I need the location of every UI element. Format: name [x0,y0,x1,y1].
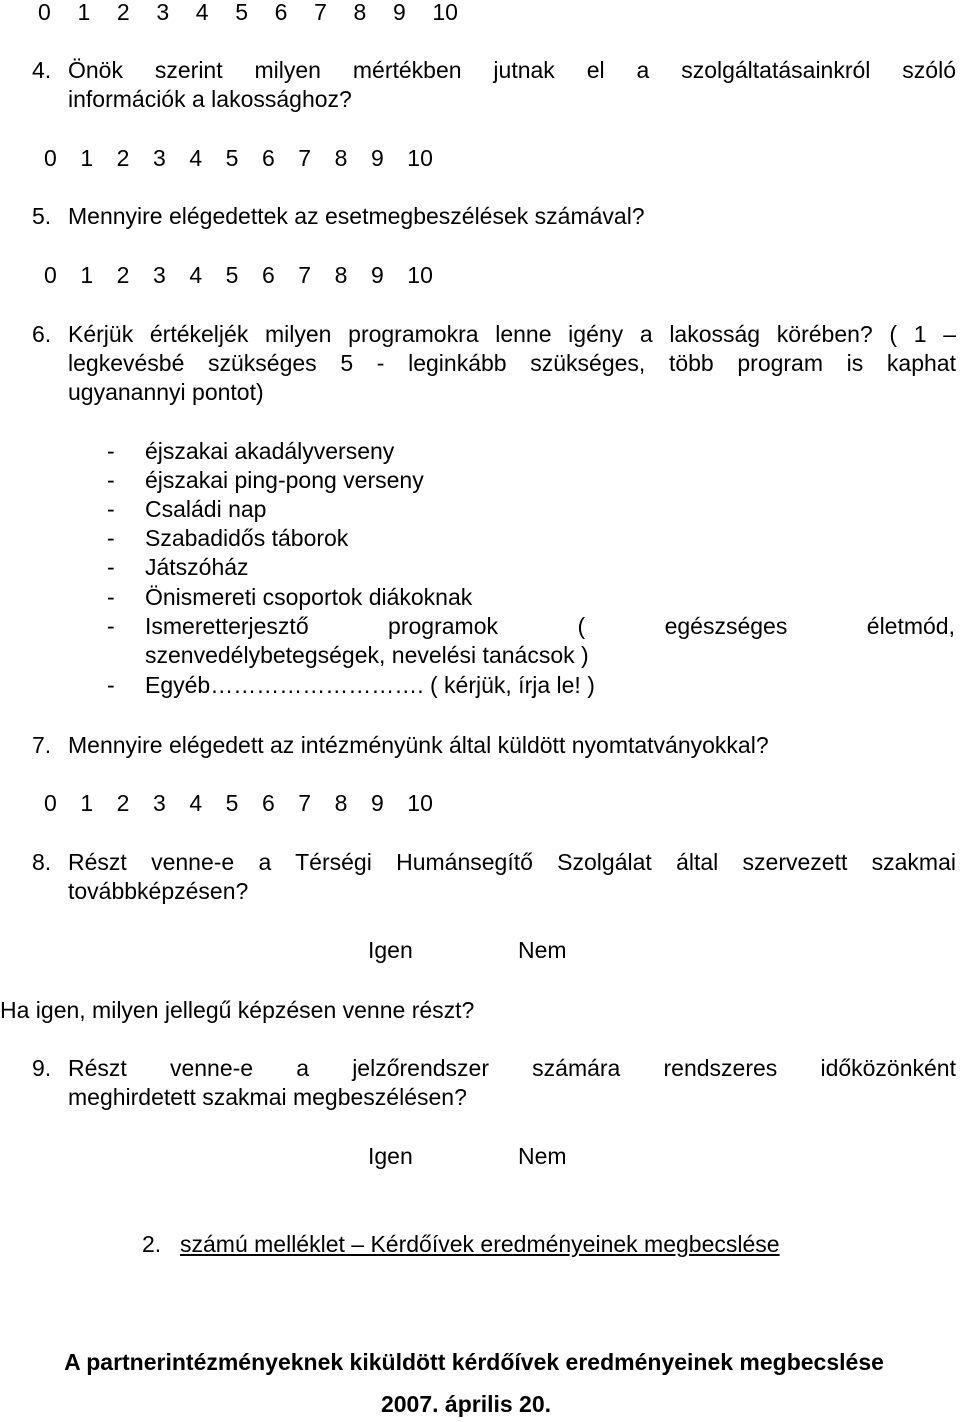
question-8-line2: továbbképzésen? [68,878,249,904]
rating-scale-q5 [7,261,433,290]
scale-value: 2 [116,262,130,288]
scale-value: 9 [370,790,384,816]
scale-value: 6 [274,0,288,25]
scale-value: 1 [80,790,94,816]
scale-value: 1 [80,262,94,288]
scale-value: 5 [225,262,239,288]
question-6-line3: ugyanannyi pontot) [68,379,264,405]
appendix-number: 2. [142,1231,162,1257]
question-4-line2: információk a lakossághoz? [68,86,352,112]
list-dash: - [107,525,115,551]
answer-no: Nem [518,1143,567,1169]
question-6-line2: legkevésbé szükséges 5 - leginkább szükséges, több program is kaphat [68,350,956,376]
scale-value: 0 [38,0,51,25]
question-8-number: 8. [32,849,52,875]
list-item: Önismereti csoportok diákoknak [145,584,473,610]
page-heading: A partnerintézményeknek kiküldött kérdőívek eredményeinek megbecslése [64,1349,884,1375]
question-8-line1: Részt venne-e a Térségi Humánsegítő Szolgálat által szervezett szakmai [68,849,956,875]
scale-value: 4 [195,0,209,25]
list-dash: - [107,496,115,522]
scale-value: 0 [44,262,57,288]
heading-date: 2007. április 20. [380,1391,552,1417]
scale-value: 7 [298,790,312,816]
scale-value: 1 [80,145,94,171]
scale-value: 8 [334,262,348,288]
list-dash: - [107,613,115,639]
scale-value: 9 [370,262,384,288]
scale-value: 3 [152,262,166,288]
list-item: éjszakai ping-pong verseny [145,467,424,493]
list-item-continuation: szenvedélybetegségek, nevelési tanácsok ) [145,642,589,668]
rating-scale-q4 [7,144,433,173]
scale-value: 3 [152,790,166,816]
scale-value: 9 [392,0,406,25]
scale-value: 5 [235,0,248,25]
rating-scale-top [38,0,458,27]
scale-value: 1 [77,0,91,25]
list-item: Ismeretterjesztő programok ( egészséges életmód, [145,613,955,639]
question-4-number: 4. [32,57,52,83]
list-dash: - [107,672,115,698]
question-9-number: 9. [32,1055,52,1081]
list-item: Szabadidős táborok [145,525,349,551]
question-9-line2: meghirdetett szakmai megbeszélésen? [68,1084,467,1110]
scale-value: 9 [370,145,384,171]
scale-value: 3 [152,145,166,171]
question-7-number: 7. [32,732,52,758]
scale-value: 8 [353,0,367,25]
scale-value: 4 [189,790,203,816]
answer-yes: Igen [368,1143,413,1169]
scale-value: 10 [407,790,433,816]
answer-no: Nem [518,937,567,963]
question-6-line1: Kérjük értékeljék milyen programokra lenne igény a lakosság körében? ( 1 – [68,321,956,347]
scale-value: 6 [261,790,275,816]
scale-value: 7 [298,262,312,288]
question-9-line1: Részt venne-e a jelzőrendszer számára rendszeres időközönként [68,1055,956,1081]
scale-value: 6 [261,262,275,288]
scale-value: 10 [407,145,433,171]
question-6-number: 6. [32,321,52,347]
scale-value: 6 [261,145,275,171]
scale-value: 7 [314,0,327,25]
question-8-followup: Ha igen, milyen jellegű képzésen venne részt? [0,997,475,1023]
list-dash: - [107,438,115,464]
scale-value: 4 [189,145,203,171]
scale-value: 8 [334,145,348,171]
question-5-text: Mennyire elégedettek az esetmegbeszélések számával? [68,203,645,229]
question-4-line1: Önök szerint milyen mértékben jutnak el a szolgáltatásainkról szóló [68,57,956,83]
scale-value: 2 [116,790,130,816]
scale-value: 7 [298,145,312,171]
question-7-text: Mennyire elégedett az intézményünk által küldött nyomtatványokkal? [68,732,769,758]
question-5-number: 5. [32,203,52,229]
scale-value: 2 [116,145,130,171]
scale-value: 10 [407,262,433,288]
list-dash: - [107,584,115,610]
scale-value: 0 [44,790,57,816]
appendix-title: számú melléklet – Kérdőívek eredményeinek megbecslése [180,1231,780,1257]
scale-value: 8 [334,790,348,816]
rating-scale-q7 [7,789,433,818]
scale-value: 3 [156,0,170,25]
scale-value: 5 [225,145,239,171]
scale-value: 2 [116,0,130,25]
list-item: Játszóház [145,554,249,580]
scale-value: 5 [225,790,239,816]
scale-value: 10 [432,0,458,25]
scale-value: 4 [189,262,203,288]
list-item: Egyéb………………………. ( kérjük, írja le! ) [145,672,595,698]
answer-yes: Igen [368,937,413,963]
list-dash: - [107,554,115,580]
list-item: éjszakai akadályverseny [145,438,395,464]
list-dash: - [107,467,115,493]
scale-value: 0 [44,145,57,171]
list-item: Családi nap [145,496,267,522]
